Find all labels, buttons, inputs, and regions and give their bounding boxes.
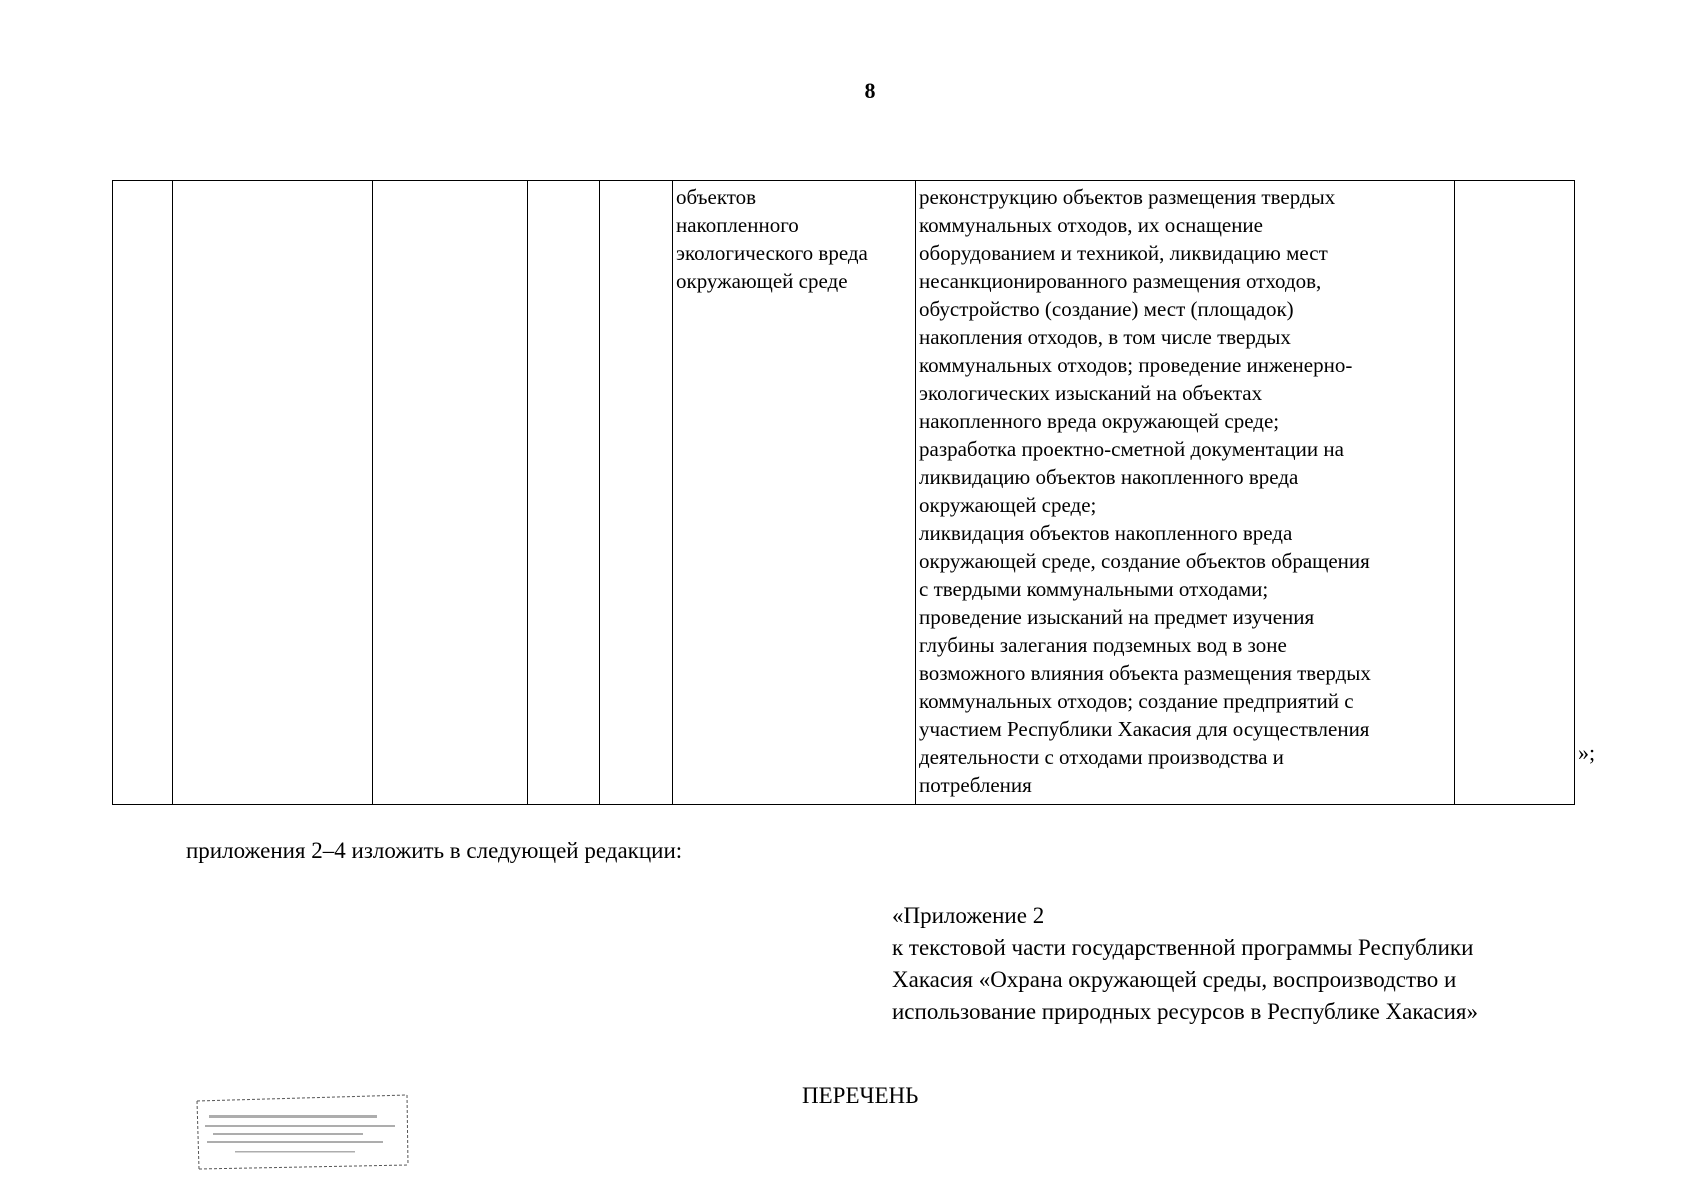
program-table-continuation [112, 180, 1575, 805]
table-row [113, 181, 1575, 805]
appendix-heading [892, 900, 1478, 1028]
appendix-heading-line: к текстовой части государственной программы Республики [892, 935, 1474, 960]
closing-quote-mark: »; [1578, 740, 1596, 765]
table-cell-col8 [1455, 181, 1575, 805]
appendix-heading-line: «Приложение 2 [892, 903, 1045, 928]
stamp-image [195, 1093, 411, 1173]
table-cell-col1 [113, 181, 173, 805]
program-table [112, 180, 1575, 805]
page-number: 8 [864, 78, 876, 103]
table-cell-col3 [373, 181, 528, 805]
table-cell-measures: реконструкцию объектов размещения твердых коммунальных отходов, их оснащение оборудованием и техникой, ликвидацию мест несанкционированного размещения отходов, обустройство (создание) мест (площадок) накопления отходов, в том числе твердых коммунальных отходов; проведение инженерно- экологических изысканий на объектах накопленного вреда окружающей среде; разработка проектно-сметной документации на ликвидацию объектов накопленного вреда окружающей среде; ликвидация объектов накопленного вреда окружающей среде, создание объектов обращения с твердыми коммунальными отходами; проведение изысканий на предмет изучения глубины залегания подземных вод в зоне возможного влияния объекта размещения твердых коммунальных отходов; создание предприятий с участием Республики Хакасия для осуществления деятельности с отходами производства и потребления [916, 181, 1455, 805]
appendix-heading-line: использование природных ресурсов в Республике Хакасия» [892, 999, 1478, 1024]
table-cell-col4 [528, 181, 600, 805]
list-title: ПЕРЕЧЕНЬ [802, 1083, 919, 1108]
appendix-heading-line: Хакасия «Охрана окружающей среды, воспроизводство и [892, 967, 1457, 992]
amendment-text: приложения 2–4 изложить в следующей редакции: [186, 838, 683, 863]
table-cell-col5 [600, 181, 673, 805]
table-cell-col2 [173, 181, 373, 805]
table-cell-target-indicator: объектов накопленного экологического вреда окружающей среде [673, 181, 916, 805]
